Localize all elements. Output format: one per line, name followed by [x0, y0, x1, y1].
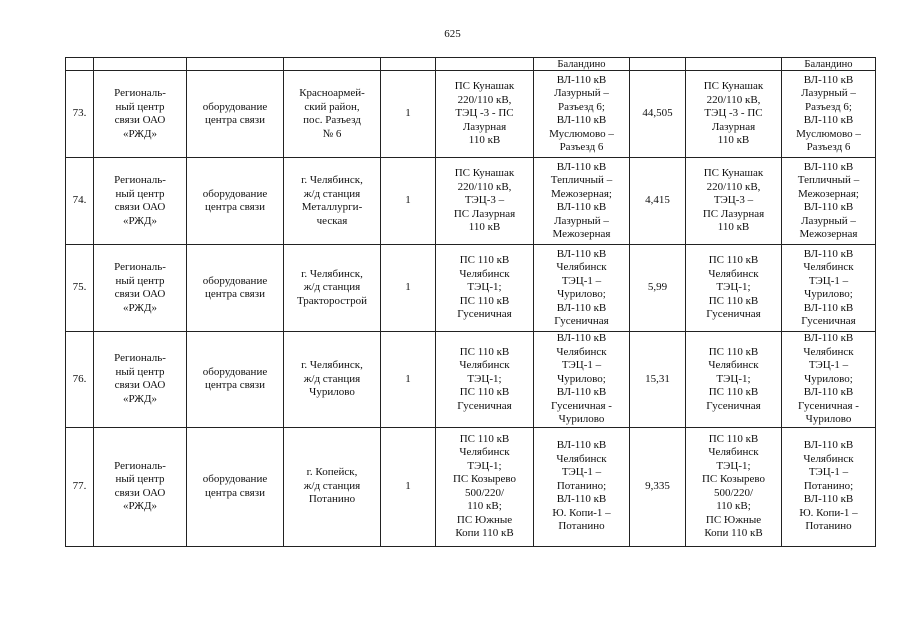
header-cell [187, 58, 284, 71]
row-number: 75. [66, 245, 94, 332]
organization-cell: Региональ- ный центр связи ОАО «РЖД» [94, 71, 187, 158]
equipment-cell: оборудование центра связи [187, 245, 284, 332]
continuation-header-row [66, 58, 876, 71]
organization-cell: Региональ- ный центр связи ОАО «РЖД» [94, 245, 187, 332]
count-cell: 1 [381, 158, 436, 245]
substation-cell: ПС Кунашак 220/110 кВ, ТЭЦ -3 - ПС Лазурная 110 кВ [436, 71, 534, 158]
organization-cell: Региональ- ный центр связи ОАО «РЖД» [94, 427, 187, 546]
power-line-cell-2: ВЛ-110 кВ Челябинск ТЭЦ-1 – Чурилово; ВЛ-110 кВ Гусеничная - Чурилово [782, 332, 876, 428]
substation-cell-2: ПС 110 кВ Челябинск ТЭЦ-1; ПС 110 кВ Гусеничная [686, 332, 782, 428]
location-cell: г. Челябинск, ж/д станция Чурилово [284, 332, 381, 428]
power-line-cell: ВЛ-110 кВ Тепличный – Межозерная; ВЛ-110 кВ Лазурный – Межозерная [534, 158, 630, 245]
substation-cell-2: ПС 110 кВ Челябинск ТЭЦ-1; ПС Козырево 500/220/ 110 кВ; ПС Южные Копи 110 кВ [686, 427, 782, 546]
table-row [66, 158, 876, 245]
distance-cell: 44,505 [630, 71, 686, 158]
distance-cell: 9,335 [630, 427, 686, 546]
header-cell [381, 58, 436, 71]
substation-cell: ПС 110 кВ Челябинск ТЭЦ-1; ПС 110 кВ Гусеничная [436, 245, 534, 332]
table-row [66, 71, 876, 158]
substation-cell-2: ПС Кунашак 220/110 кВ, ТЭЦ-3 – ПС Лазурная 110 кВ [686, 158, 782, 245]
substation-cell: ПС Кунашак 220/110 кВ, ТЭЦ-3 – ПС Лазурная 110 кВ [436, 158, 534, 245]
header-cell [436, 58, 534, 71]
header-cell: Баландино [534, 58, 630, 71]
location-cell: Красноармей- ский район, пос. Разъезд № 6 [284, 71, 381, 158]
location-cell: г. Копейск, ж/д станция Потанино [284, 427, 381, 546]
header-cell [284, 58, 381, 71]
power-line-cell-2: ВЛ-110 кВ Челябинск ТЭЦ-1 – Чурилово; ВЛ-110 кВ Гусеничная [782, 245, 876, 332]
table-row [66, 427, 876, 546]
substation-cell: ПС 110 кВ Челябинск ТЭЦ-1; ПС 110 кВ Гусеничная [436, 332, 534, 428]
count-cell: 1 [381, 427, 436, 546]
page-number: 625 [444, 28, 461, 40]
power-line-cell-2: ВЛ-110 кВ Тепличный – Межозерная; ВЛ-110 кВ Лазурный – Межозерная [782, 158, 876, 245]
count-cell: 1 [381, 332, 436, 428]
equipment-cell: оборудование центра связи [187, 71, 284, 158]
count-cell: 1 [381, 245, 436, 332]
header-cell [66, 58, 94, 71]
power-line-cell: ВЛ-110 кВ Челябинск ТЭЦ-1 – Чурилово; ВЛ-110 кВ Гусеничная - Чурилово [534, 332, 630, 428]
distance-cell: 4,415 [630, 158, 686, 245]
power-line-cell-2: ВЛ-110 кВ Лазурный – Разъезд 6; ВЛ-110 кВ Муслюмово – Разъезд 6 [782, 71, 876, 158]
row-number: 73. [66, 71, 94, 158]
equipment-cell: оборудование центра связи [187, 158, 284, 245]
equipment-table [65, 57, 876, 547]
equipment-cell: оборудование центра связи [187, 427, 284, 546]
row-number: 74. [66, 158, 94, 245]
location-cell: г. Челябинск, ж/д станция Тракторострой [284, 245, 381, 332]
organization-cell: Региональ- ный центр связи ОАО «РЖД» [94, 158, 187, 245]
power-line-cell: ВЛ-110 кВ Лазурный – Разъезд 6; ВЛ-110 кВ Муслюмово – Разъезд 6 [534, 71, 630, 158]
organization-cell: Региональ- ный центр связи ОАО «РЖД» [94, 332, 187, 428]
row-number: 76. [66, 332, 94, 428]
table-row [66, 245, 876, 332]
substation-cell-2: ПС Кунашак 220/110 кВ, ТЭЦ -3 - ПС Лазурная 110 кВ [686, 71, 782, 158]
header-cell [630, 58, 686, 71]
substation-cell: ПС 110 кВ Челябинск ТЭЦ-1; ПС Козырево 500/220/ 110 кВ; ПС Южные Копи 110 кВ [436, 427, 534, 546]
power-line-cell-2: ВЛ-110 кВ Челябинск ТЭЦ-1 – Потанино; ВЛ-110 кВ Ю. Копи-1 – Потанино [782, 427, 876, 546]
substation-cell-2: ПС 110 кВ Челябинск ТЭЦ-1; ПС 110 кВ Гусеничная [686, 245, 782, 332]
power-line-cell: ВЛ-110 кВ Челябинск ТЭЦ-1 – Потанино; ВЛ-110 кВ Ю. Копи-1 – Потанино [534, 427, 630, 546]
table-row [66, 332, 876, 428]
distance-cell: 5,99 [630, 245, 686, 332]
distance-cell: 15,31 [630, 332, 686, 428]
count-cell: 1 [381, 71, 436, 158]
header-cell [94, 58, 187, 71]
power-line-cell: ВЛ-110 кВ Челябинск ТЭЦ-1 – Чурилово; ВЛ-110 кВ Гусеничная [534, 245, 630, 332]
location-cell: г. Челябинск, ж/д станция Металлурги- ческая [284, 158, 381, 245]
header-cell [686, 58, 782, 71]
header-cell: Баландино [782, 58, 876, 71]
row-number: 77. [66, 427, 94, 546]
equipment-cell: оборудование центра связи [187, 332, 284, 428]
